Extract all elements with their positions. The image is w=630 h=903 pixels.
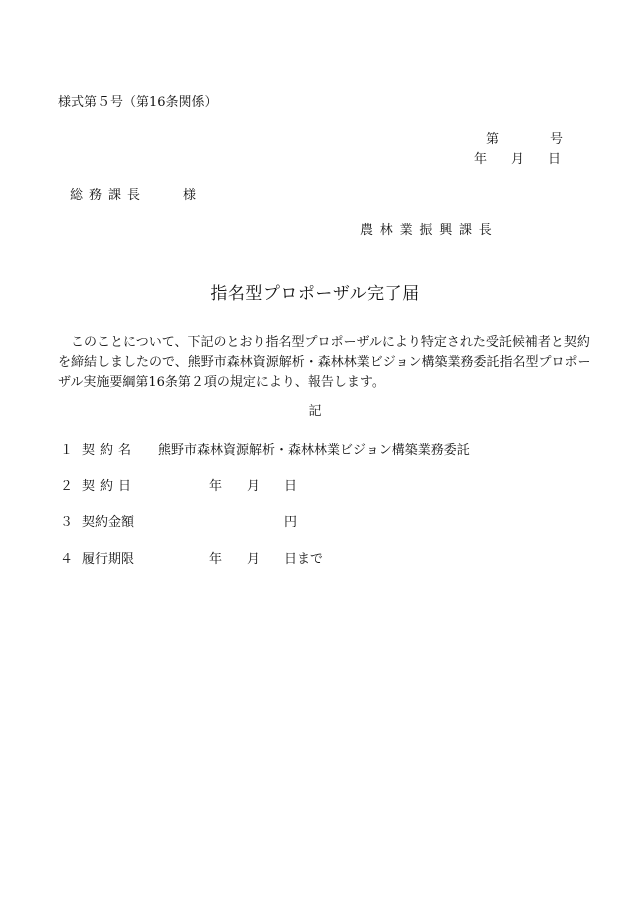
form-number-label: 様式第５号（第16条関係） [58, 95, 218, 110]
ki-heading: 記 [308, 404, 322, 419]
document-number-suffix: 号 [550, 132, 564, 147]
contract-date-day: 日 [284, 479, 298, 494]
item-label-performance-deadline: 履行期限 [82, 552, 135, 567]
item-label-contract-date: 契約日 [82, 479, 137, 494]
body-paragraph [58, 333, 591, 393]
deadline-day-until: 日まで [284, 552, 324, 567]
body-line: このことについて、下記のとおり指名型プロポーザルにより特定された受託候補者と契約 [71, 335, 590, 350]
sender-name: 農林業振興課長 [360, 223, 499, 238]
addressee-name: 総務課長 [70, 188, 147, 203]
date-day-label: 日 [548, 152, 562, 167]
body-line: を締結しましたので、熊野市森林資源解析・森林林業ビジョン構築業務委託指名型プロポー [58, 355, 591, 370]
item-number: ３ [60, 515, 74, 530]
document-number-prefix: 第 [486, 132, 500, 147]
document-title: 指名型プロポーザル完了届 [210, 284, 420, 304]
deadline-year: 年 [209, 552, 223, 567]
contract-amount-yen: 円 [284, 515, 298, 530]
item-value-contract-name: 熊野市森林資源解析・森林林業ビジョン構築業務委託 [158, 443, 470, 458]
contract-date-month: 月 [247, 479, 261, 494]
date-month-label: 月 [511, 152, 525, 167]
contract-date-year: 年 [209, 479, 223, 494]
item-number: １ [60, 443, 74, 458]
deadline-month: 月 [247, 552, 261, 567]
item-number: ２ [60, 479, 74, 494]
item-number: ４ [60, 552, 74, 567]
item-label-contract-name: 契約名 [82, 443, 137, 458]
body-line: ザル実施要綱第16条第２項の規定により、報告します。 [58, 375, 385, 390]
addressee-honorific: 様 [183, 188, 197, 203]
item-label-contract-amount: 契約金額 [82, 515, 135, 530]
date-year-label: 年 [474, 152, 488, 167]
